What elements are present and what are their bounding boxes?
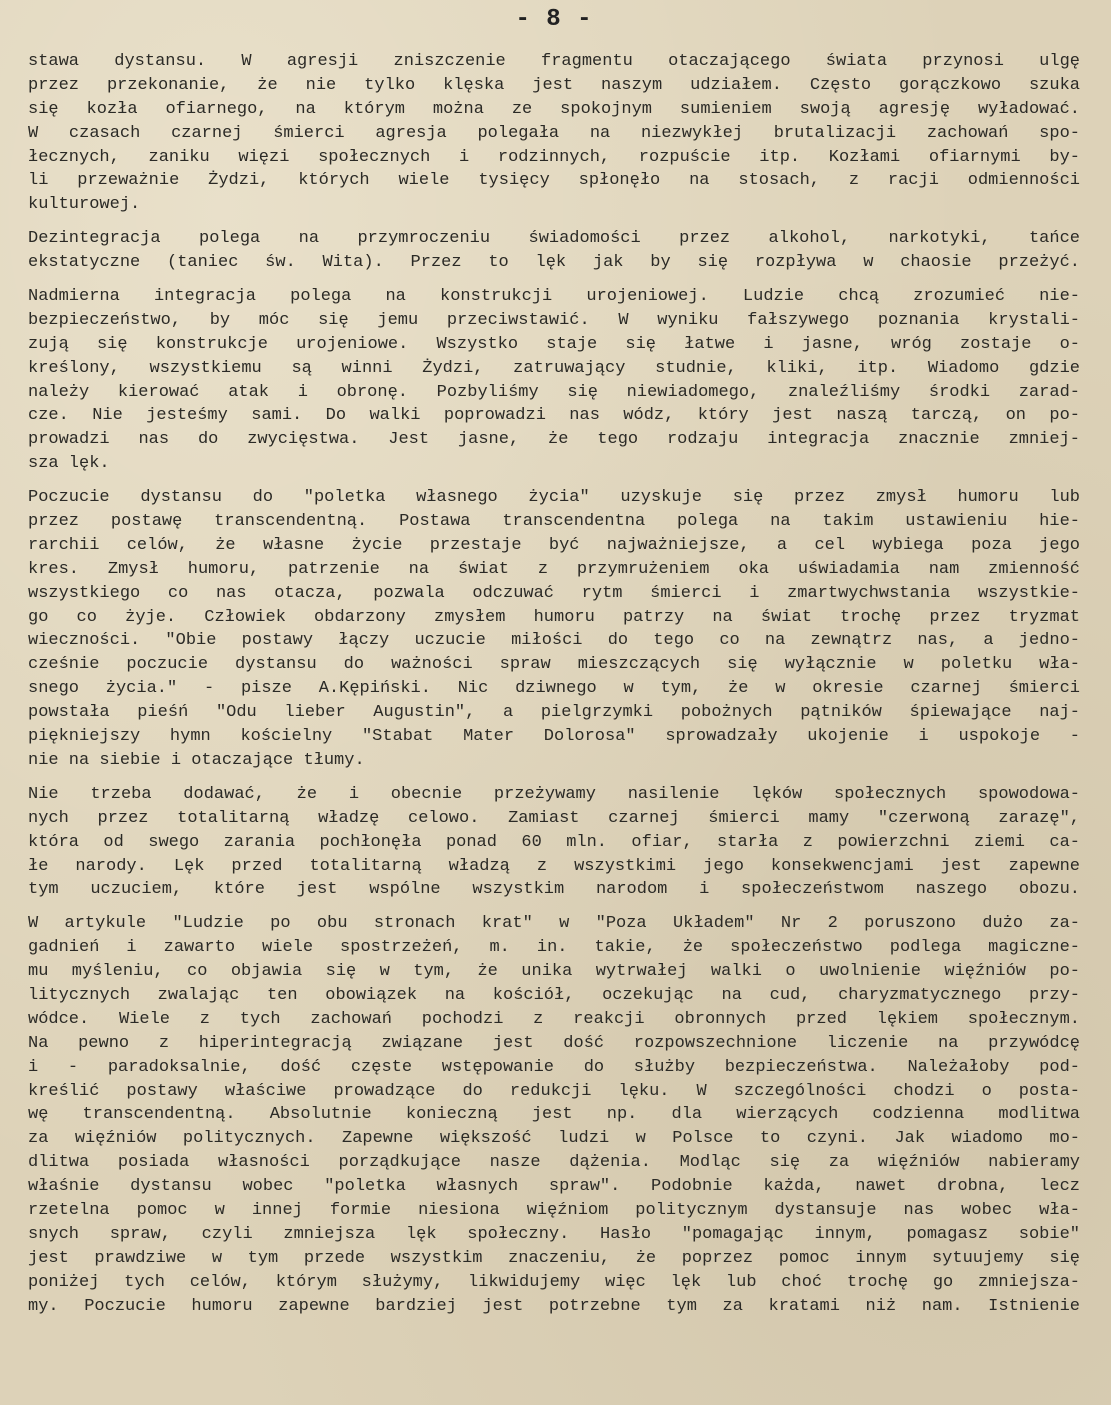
text-line: sza lęk.	[28, 454, 110, 474]
paragraph-agresja	[28, 50, 1080, 217]
text-line: my. Poczucie humoru zapewne bardziej jest potrzebne tym za kratami niż nam. Istnienie	[28, 1296, 1080, 1316]
text-line: li przeważnie Żydzi, których wiele tysięcy spłonęło na stosach, z racji odmienności	[28, 171, 1080, 191]
text-line: kreślony, wszystkiemu są winni Żydzi, zatruwający studnie, kliki, itp. Wiadomo gdzie	[28, 358, 1080, 378]
text-line: za więźniów politycznych. Zapewne większość ludzi w Polsce to czyni. Jak wiadomo mo-	[28, 1129, 1080, 1149]
text-line: wódce. Wiele z tych zachowań pochodzi z reakcji obronnych przed lękiem społecznym.	[28, 1009, 1080, 1029]
text-line: łecznych, zaniku więzi społecznych i rodzinnych, rozpuście itp. Kozłami ofiarnymi by-	[28, 147, 1080, 167]
text-line: cześnie poczucie dystansu do ważności spraw mieszczących się wyłącznie w poletku wła-	[28, 655, 1080, 675]
text-line: dlitwa posiada własności porządkujące nasze dążenia. Modląc się za więźniów nabieramy	[28, 1153, 1080, 1173]
text-line: cze. Nie jesteśmy sami. Do walki poprowadzi nas wódz, który jest naszą tarczą, on po-	[28, 406, 1080, 426]
text-line: Na pewno z hiperintegracją związane jest dość rozpowszechnione liczenie na przywódcę	[28, 1033, 1080, 1053]
text-line: kulturowej.	[28, 195, 141, 215]
text-line: i - paradoksalnie, dość częste wstępowanie do służby bezpieczeństwa. Należałoby pod-	[28, 1057, 1080, 1077]
text-line: zują się konstrukcje urojeniowe. Wszystko staje się łatwe i jasne, wróg zostaje o-	[28, 334, 1080, 354]
text-line: wę transcendentną. Absolutnie konieczną jest np. dla wierzących codzienna modlitwa	[28, 1105, 1080, 1125]
text-line: Nie trzeba dodawać, że i obecnie przeżywamy nasilenie lęków społecznych spowodowa-	[28, 784, 1080, 804]
text-line: bezpieczeństwo, by móc się jemu przeciwstawić. W wyniku fałszywego poznania krystali-	[28, 310, 1080, 330]
text-line: go co żyje. Człowiek obdarzony zmysłem humoru patrzy na świat trochę przez tryzmat	[28, 607, 1080, 627]
text-line: W czasach czarnej śmierci agresja polegała na niezwykłej brutalizacji zachowań spo-	[28, 123, 1080, 143]
text-line: przez postawę transcendentną. Postawa transcendentna polega na takim ustawieniu hie-	[28, 512, 1080, 532]
text-line: gadnień i zawarto wiele spostrzeżeń, m. in. takie, że społeczeństwo podlega magiczne-	[28, 938, 1080, 958]
text-line: kreślić postawy właściwe prowadzące do redukcji lęku. W szczególności chodzi o posta-	[28, 1081, 1080, 1101]
text-line: mu myśleniu, co objawia się w tym, że unika wytrwałej walki o uwolnienie więźniów po-	[28, 962, 1080, 982]
paragraph-poczucie-dystansu	[28, 486, 1080, 773]
text-line: prowadzi nas do zwycięstwa. Jest jasne, że tego rodzaju integracja znacznie zmniej-	[28, 430, 1080, 450]
text-line: poniżej tych celów, którym służymy, likwidujemy więc lęk lub choć trochę go zmniejsza-	[28, 1272, 1080, 1292]
text-line: wieczności. "Obie postawy łączy uczucie miłości do tego co na zewnątrz nas, a jedno-	[28, 631, 1080, 651]
text-line: litycznych zwalając ten obowiązek na kościół, oczekując na cud, charyzmatycznego przy-	[28, 985, 1080, 1005]
text-line: snego życia." - pisze A.Kępiński. Nic dziwnego w tym, że w okresie czarnej śmierci	[28, 679, 1080, 699]
page-number: - 8 -	[515, 6, 593, 33]
text-line: kres. Zmysł humoru, patrzenie na świat z przymrużeniem oka uświadamia nam zmienność	[28, 559, 1080, 579]
text-line: Dezintegracja polega na przymroczeniu świadomości przez alkohol, narkotyki, tańce	[28, 229, 1080, 249]
text-line: jest prawdziwe w tym przede wszystkim znaczeniu, że poprzez pomoc innym sytuujemy się	[28, 1248, 1080, 1268]
text-line: rzetelna pomoc w innej formie niesiona więźniom politycznym dystansuje nas wobec wła-	[28, 1200, 1080, 1220]
text-line: która od swego zarania pochłonęła ponad 60 mln. ofiar, starła z powierzchni ziemi ca-	[28, 832, 1080, 852]
text-line: właśnie dystansu wobec "poletka własnych spraw". Podobnie każda, nawet drobna, lecz	[28, 1177, 1080, 1197]
text-line: wszystkiego co nas otacza, pozwala odczuwać rytm śmierci i zmartwychwstania wszystkie-	[28, 583, 1080, 603]
text-line: stawa dystansu. W agresji zniszczenie fragmentu otaczającego świata przynosi ulgę	[28, 52, 1080, 71]
text-line: należy kierować atak i obronę. Pozbyliśmy się niewiadomego, znaleźliśmy środki zarad-	[28, 382, 1080, 402]
paragraph-dezintegracja	[28, 227, 1080, 275]
paragraph-czerwona-zaraza	[28, 783, 1080, 902]
text-line: łe narody. Lęk przed totalitarną władzą z wszystkimi jego konsekwencjami jest zapewne	[28, 856, 1080, 876]
text-line: ekstatyczne (taniec św. Wita). Przez to lęk jak by się rozpływa w chaosie przeżyć.	[28, 253, 1080, 273]
paragraph-artykul	[28, 912, 1080, 1318]
text-line: snych spraw, czyli zmniejsza lęk społeczny. Hasło "pomagając innym, pomagasz sobie"	[28, 1224, 1080, 1244]
text-line: piękniejszy hymn kościelny "Stabat Mater Dolorosa" sprowadzały ukojenie i uspokoje -	[28, 727, 1080, 747]
text-line: tym uczuciem, które jest wspólne wszystkim narodom i społeczeństwom naszego obozu.	[28, 880, 1080, 900]
text-line: rarchii celów, że własne życie przestaje być najważniejsze, a cel wybiega poza jego	[28, 535, 1080, 555]
text-line: Nadmierna integracja polega na konstrukcji urojeniowej. Ludzie chcą zrozumieć nie-	[28, 287, 1080, 307]
body-text	[28, 50, 1080, 1328]
document-page	[28, 0, 1080, 1405]
text-line: nych przez totalitarną władzę celowo. Zamiast czarnej śmierci mamy "czerwoną zarazę",	[28, 808, 1080, 828]
text-line: W artykule "Ludzie po obu stronach krat" w "Poza Układem" Nr 2 poruszono dużo za-	[28, 914, 1080, 934]
text-line: powstała pieśń "Odu lieber Augustin", a pielgrzymki pobożnych pątników śpiewające naj-	[28, 703, 1080, 723]
paragraph-integracja	[28, 285, 1080, 476]
text-line: przez przekonanie, że nie tylko klęska jest naszym udziałem. Często gorączkowo szuka	[28, 75, 1080, 95]
text-line: się kozła ofiarnego, na którym można ze spokojnym sumieniem swoją agresję wyładować.	[28, 99, 1080, 119]
text-line: nie na siebie i otaczające tłumy.	[28, 750, 365, 770]
text-line: Poczucie dystansu do "poletka własnego życia" uzyskuje się przez zmysł humoru lub	[28, 488, 1080, 508]
